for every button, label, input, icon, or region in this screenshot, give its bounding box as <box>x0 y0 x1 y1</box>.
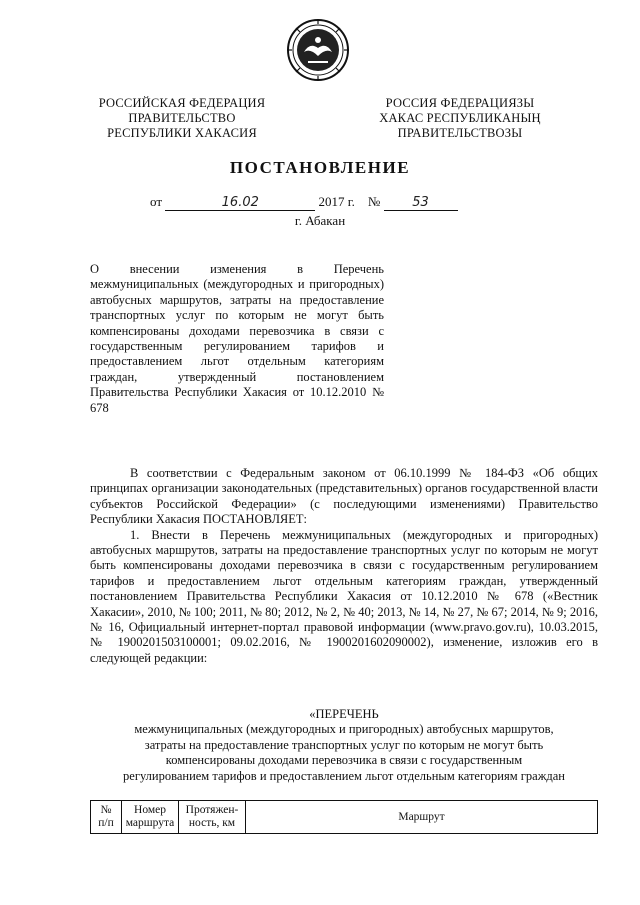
list-heading <box>90 707 598 784</box>
routes-table-header <box>90 800 598 834</box>
number-label: № <box>367 194 381 209</box>
document-subject: О внесении изменения в Перечень межмуниципальных (междугородных и пригородных) автобусных маршрутов, затраты на предоставление транспортных услуг по которым не могут быть компенсированы доходами перевозчика в связи с государственным регулированием тарифов и предоставлением льгот отдельным категориям граждан, утвержденный постановлением Правительства Республики Хакасия от 10.12.2010 № 678 <box>90 262 384 415</box>
date-line <box>150 194 458 211</box>
list-heading-line-1: межмуниципальных (междугородных и пригородных) автобусных маршрутов, <box>134 722 554 737</box>
body-paragraph-2: 1. Внести в Перечень межмуниципальных (междугородных и пригородных) автобусных маршрутов, затраты на предоставление транспортных услуг по которым не могут быть компенсированы доходами перевозчика в связи с государственным регулированием тарифов и предоставлением льгот отдельным категориям граждан, утвержденный постановлением Правительства Республики Хакасия от 10.12.2010 № 678 («Вестник Хакасии», 2010, № 100; 2011, № 80; 2012, № 2, № 40; 2013, № 14, № 27, № 67; 2014, № 9; 2016, № 16, Официальный интернет-портал правовой информации (www.pravo.gov.ru), 10.03.2015, № 1900201503100001; 09.02.2016, № 1900201602090002), изменение, изложив его в следующей редакции: <box>90 527 598 665</box>
header-right-line-1: РОССИЯ ФЕДЕРАЦИЯЗЫ <box>385 96 535 110</box>
table-header-row <box>91 801 598 834</box>
body-paragraph-1: В соответствии с Федеральным законом от 06.10.1999 № 184-ФЗ «Об общих принципах организации законодательных (представительных) органов государственной власти субъектов Российской Федерации» (с последующими изменениями) Правительство Республики Хакасия ПОСТАНОВЛЯЕТ: <box>90 466 598 527</box>
list-heading-title: «ПЕРЕЧЕНЬ <box>309 707 379 721</box>
date-handwritten: 16.02 <box>165 195 315 211</box>
document-body <box>90 466 598 666</box>
header-left-line-3: РЕСПУБЛИКИ ХАКАСИЯ <box>107 126 257 140</box>
list-heading-line-4: регулированием тарифов и предоставлением льгот отдельным категориям граждан <box>123 768 565 783</box>
col-length-line-2: ность, км <box>188 817 236 829</box>
header-right <box>350 96 570 141</box>
col-route-number-header <box>122 801 179 834</box>
col-route-number-line-1: Номер <box>134 804 166 816</box>
header-right-line-3: ПРАВИТЕЛЬСТВОЗЫ <box>397 126 523 140</box>
col-route-number-line-2: маршрута <box>125 817 175 829</box>
col-number-line-1: № <box>100 804 112 816</box>
date-prefix: от <box>150 194 163 209</box>
header-left <box>72 96 292 141</box>
date-year: 2017 г. <box>318 194 355 209</box>
list-heading-line-2: затраты на предоставление транспортных услуг по которым не могут быть <box>144 737 544 752</box>
col-number-line-2: п/п <box>98 817 114 829</box>
col-length-line-1: Протяжен- <box>185 804 239 816</box>
col-length-header <box>179 801 246 834</box>
list-heading-line-3: компенсированы доходами перевозчика в связи с государственным <box>165 753 523 768</box>
col-number-header <box>91 801 122 834</box>
header-left-line-1: РОССИЙСКАЯ ФЕДЕРАЦИЯ <box>98 96 266 110</box>
number-handwritten: 53 <box>384 195 458 211</box>
document-title: ПОСТАНОВЛЕНИЕ <box>229 158 411 177</box>
city: г. Абакан <box>294 213 346 228</box>
col-route-header: Маршрут <box>246 801 598 834</box>
header-left-line-2: ПРАВИТЕЛЬСТВО <box>128 111 236 125</box>
header-right-line-2: ХАКАС РЕСПУБЛИКАНЫҢ <box>379 111 541 125</box>
coat-of-arms-emblem <box>286 18 350 82</box>
